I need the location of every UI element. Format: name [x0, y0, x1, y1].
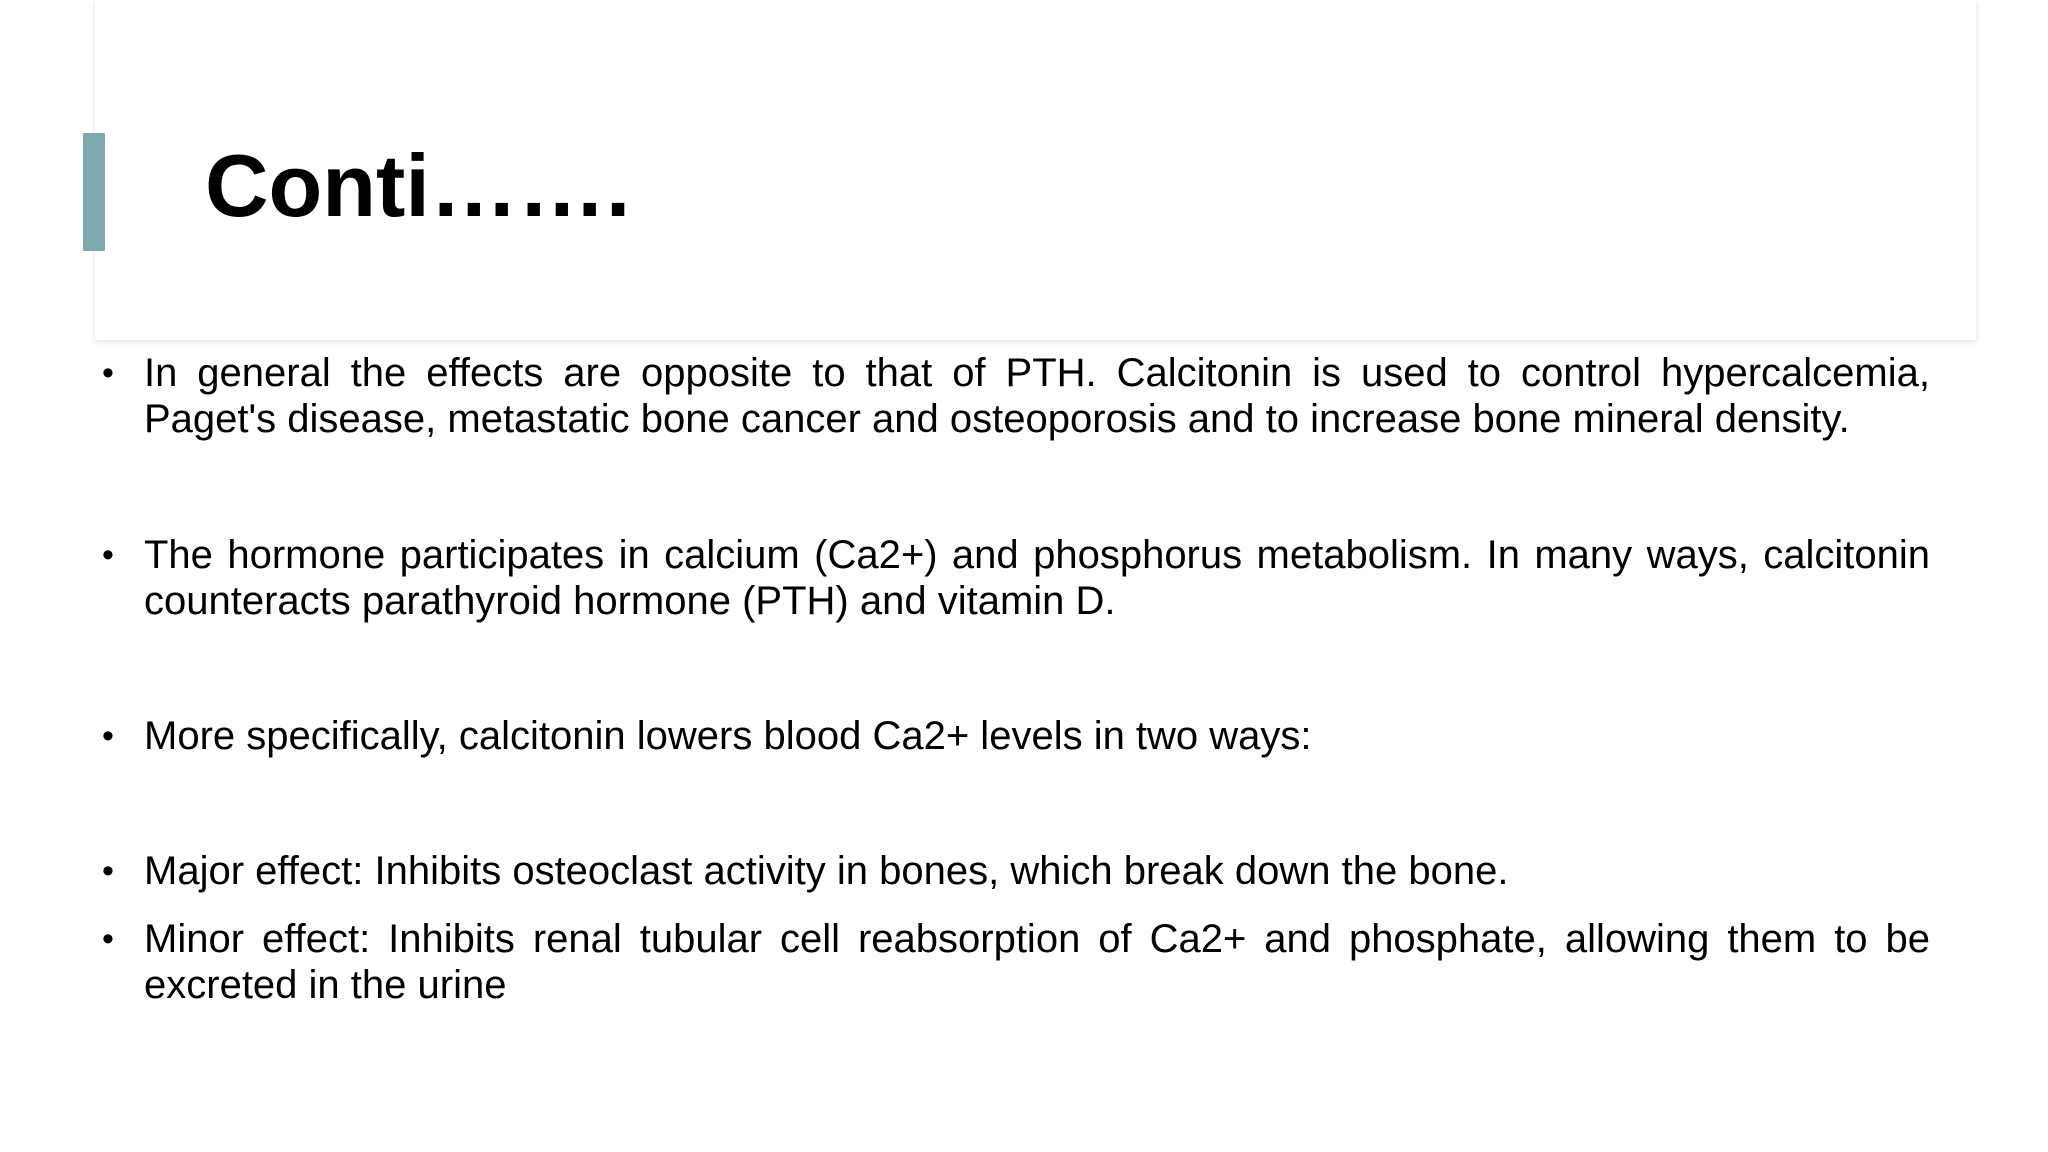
bullet-item: [100, 350, 1930, 442]
bullet-item: [100, 916, 1930, 1008]
bullet-list: [100, 350, 1930, 1008]
slide-title: Conti…….: [205, 136, 631, 235]
title-accent-bar: [83, 133, 105, 251]
bullet-marker: •: [102, 920, 114, 958]
bullet-marker: •: [102, 354, 114, 392]
bullet-item: [100, 713, 1930, 759]
bullet-text: In general the effects are opposite to that of PTH. Calcitonin is used to control hypercalcemia, Paget's disease, metastatic bone cancer and osteoporosis and to increase bone mineral density.: [144, 351, 1930, 441]
bullet-marker: •: [102, 852, 114, 890]
bullet-marker: •: [102, 536, 114, 574]
bullet-text: More specifically, calcitonin lowers blood Ca2+ levels in two ways:: [144, 714, 1312, 758]
bullet-text: The hormone participates in calcium (Ca2+) and phosphorus metabolism. In many ways, calcitonin counteracts parathyroid hormone (PTH) and vitamin D.: [144, 533, 1930, 623]
bullet-item: [100, 848, 1930, 894]
bullet-text: Major effect: Inhibits osteoclast activity in bones, which break down the bone.: [144, 849, 1509, 893]
bullet-item: [100, 532, 1930, 624]
bullet-marker: •: [102, 717, 114, 755]
bullet-text: Minor effect: Inhibits renal tubular cell reabsorption of Ca2+ and phosphate, allowing them to be excreted in the urine: [144, 917, 1930, 1007]
